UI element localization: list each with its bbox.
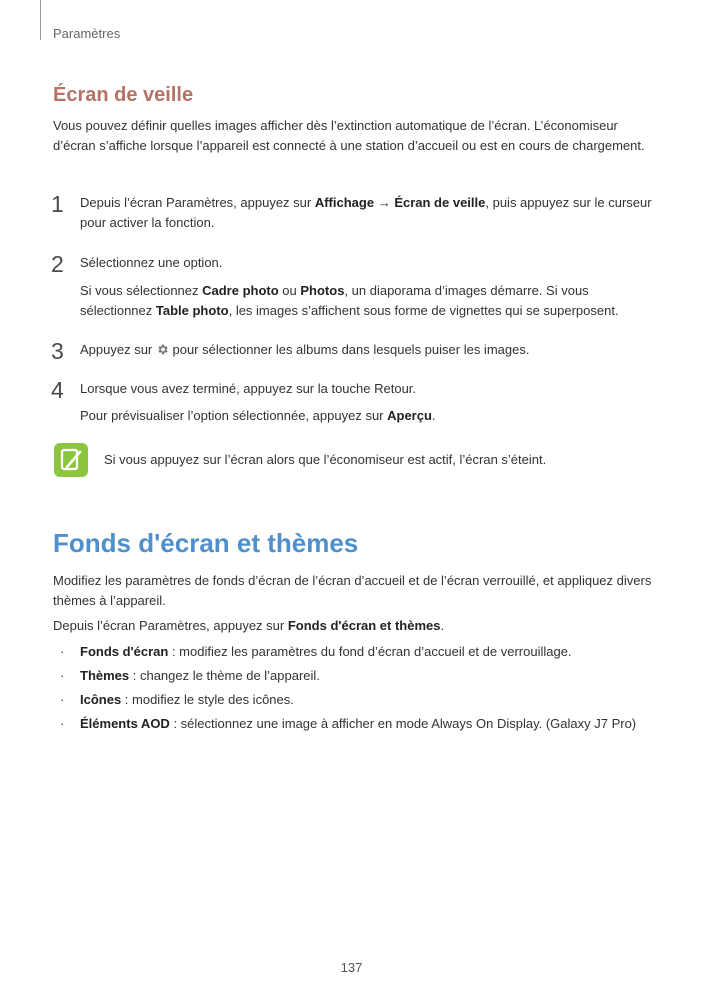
step-text: Appuyez sur pour sélectionner les albums dans lesquels puiser les images. (80, 342, 530, 357)
step-detail: Si vous sélectionnez Cadre photo ou Photos, un diaporama d’images démarre. Si vous sélectionnez Table photo, les images s’affichent sous forme de vignettes qui se superposent. (80, 283, 619, 318)
note-text: Si vous appuyez sur l’écran alors que l’économiseur est actif, l’écran s’éteint. (104, 452, 547, 467)
header-rule (40, 0, 41, 40)
step-text: Lorsque vous avez terminé, appuyez sur la touche Retour. (80, 381, 417, 396)
gear-icon (156, 343, 169, 356)
settings-path: Depuis l’écran Paramètres, appuyez sur Fonds d'écran et thèmes. (53, 618, 445, 633)
list-item: · Éléments AOD : sélectionnez une image à afficher en mode Always On Display. (Galaxy J7 Pro) (60, 716, 637, 731)
list-item: · Fonds d'écran : modifiez les paramètres du fond d’écran d’accueil et de verrouillage. (60, 644, 572, 659)
step-number: 1 (51, 191, 64, 217)
note-icon (54, 443, 88, 477)
list-item: · Icônes : modifiez le style des icônes. (60, 692, 294, 707)
step-text: Sélectionnez une option. (80, 255, 223, 270)
page-number: 137 (340, 960, 363, 975)
step-number: 3 (51, 338, 64, 364)
section-title-wallpapers-themes: Fonds d'écran et thèmes (53, 528, 359, 558)
step-number: 2 (51, 251, 64, 277)
step-number: 4 (51, 377, 64, 403)
option-list (53, 642, 673, 738)
list-item: · Thèmes : changez le thème de l’appareil. (60, 668, 320, 683)
section-title-screensaver: Écran de veille (53, 84, 194, 106)
step-text: Depuis l’écran Paramètres, appuyez sur Affichage → Écran de veille, puis appuyez sur le curseur pour activer la fonction. (80, 195, 652, 230)
section-intro: Vous pouvez définir quelles images afficher dès l’extinction automatique de l’écran. L’économiseur d’écran s’affiche lorsque l’appareil est connecté à une station d’accueil ou est en cours de chargement. (53, 118, 645, 153)
section-intro: Modifiez les paramètres de fonds d’écran de l’écran d’accueil et de l’écran verrouillé, et appliquez divers thèmes à l’appareil. (53, 573, 652, 608)
header-label: Paramètres (53, 26, 121, 41)
step-detail: Pour prévisualiser l’option sélectionnée, appuyez sur Aperçu. (80, 408, 436, 423)
